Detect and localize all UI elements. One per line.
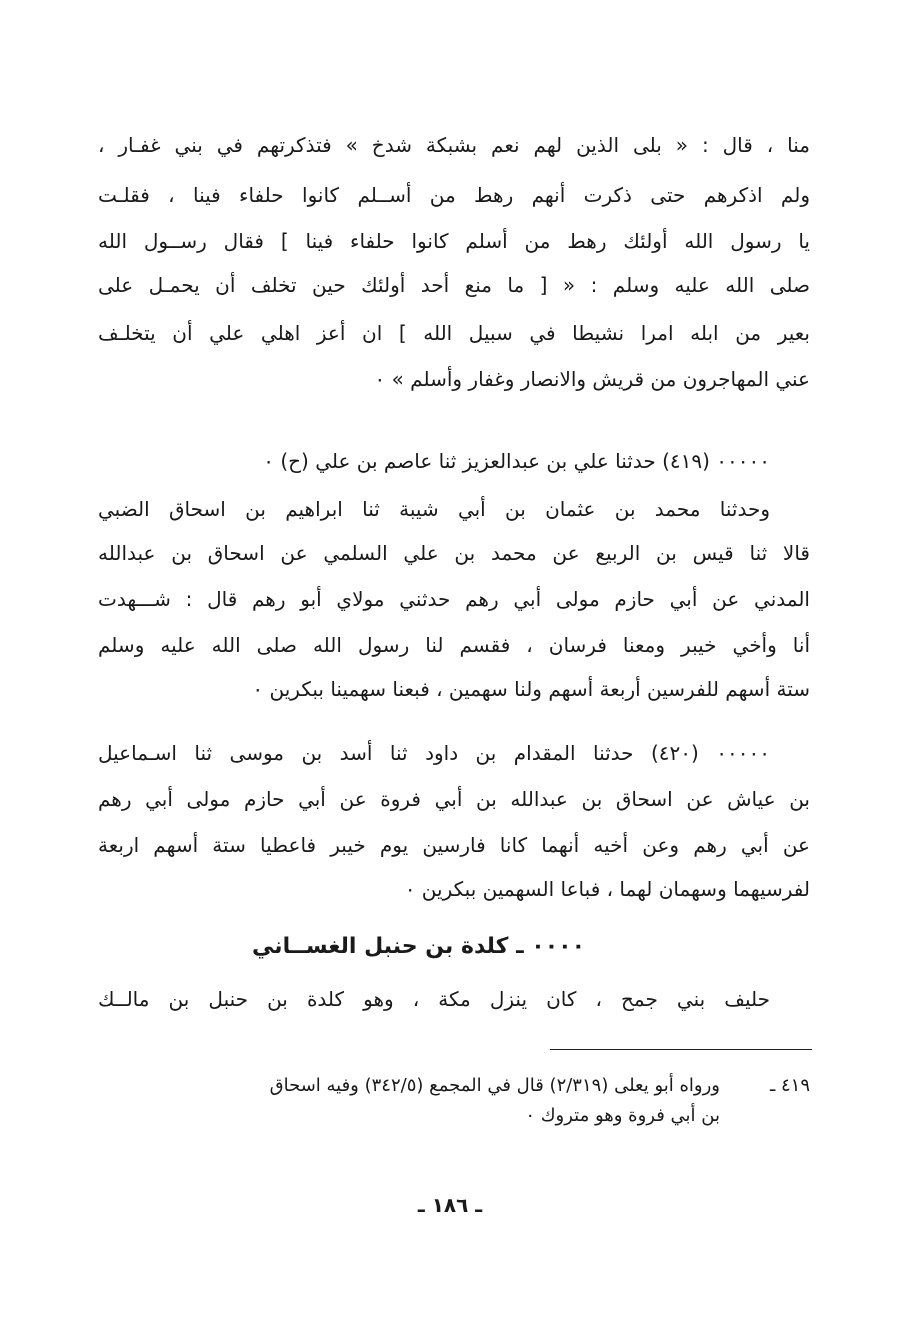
- page-number: ـ ١٨٦ ـ: [417, 1193, 483, 1217]
- body-line-2: ولم اذكرهم حتى ذكرت أنهم رهط من أســلم كانوا حلفاء فينا ، فقلـت: [98, 183, 810, 207]
- footnote-number: ٤١٩ ـ: [769, 1075, 810, 1096]
- hadith-420-line-3: عن أبي رهم وعن أخيه أنهما كانا فارسين يوم خيبر فاعطيا ستة أسهم اربعة: [98, 833, 810, 857]
- footnote-text-1: ورواه أبو يعلى (٢/٣١٩) قال في المجمع (٣٤٢/٥) وفيه اسحاق: [269, 1075, 720, 1096]
- footnote-line-2: [525, 1102, 720, 1130]
- hadith-420-line-1: ٠٠٠٠٠ (٤٢٠) حدثنا المقدام بن داود ثنا أسد بن موسى ثنا اسـماعيل: [98, 741, 770, 765]
- body-line-1: منا ، قال : « بلى الذين لهم نعم بشبكة شدخ » فتذكرتهم في بني غفـار ،: [98, 133, 810, 157]
- footnote-line-1: [270, 1072, 810, 1100]
- hadith-419-line-6: ستة أسهم للفرسين أربعة أسهم ولنا سهمين ، فبعنا سهمينا ببكرين ٠: [252, 677, 810, 701]
- hadith-419-line-2: وحدثنا محمد بن عثمان بن أبي شيبة ثنا ابراهيم بن اسحاق الضبي: [98, 497, 770, 521]
- hadith-419-line-4: المدني عن أبي حازم مولى أبي رهم حدثني مولاي أبو رهم قال : شـــهدت: [98, 587, 810, 611]
- section-heading: ٠٠٠٠ ـ كلدة بن حنبل الغســاني: [252, 934, 585, 959]
- body-line-6: عني المهاجرون من قريش والانصار وغفار وأسلم » ٠: [374, 367, 810, 391]
- body-line-4: صلى الله عليه وسلم : « [ ما منع أحد أولئك حين تخلف أن يحمـل على: [98, 273, 810, 297]
- hadith-419-line-1: ٠٠٠٠٠ (٤١٩) حدثنا علي بن عبدالعزيز ثنا عاصم بن علي (ح) ٠: [263, 449, 770, 473]
- hadith-419-line-3: قالا ثنا قيس بن الربيع عن محمد بن علي السلمي عن اسحاق بن عبدالله: [98, 541, 810, 565]
- footnote-divider: [550, 1049, 812, 1050]
- footnote-text-2: بن أبي فروة وهو متروك ٠: [525, 1105, 720, 1126]
- hadith-420-line-2: بن عياش عن اسحاق بن عبدالله بن أبي فروة عن أبي حازم مولى أبي رهم: [98, 787, 810, 811]
- hadith-419-line-5: أنا وأخي خيبر ومعنا فرسان ، فقسم لنا رسول الله صلى الله عليه وسلم: [98, 633, 810, 657]
- hadith-420-line-4: لفرسيهما وسهمان لهما ، فباعا السهمين ببكرين ٠: [404, 877, 810, 901]
- body-line-5: بعير من ابله امرا نشيطا في سبيل الله ] ان أعز اهلي علي أن يتخلـف: [98, 321, 810, 345]
- section-body-line: حليف بني جمح ، كان ينزل مكة ، وهو كلدة بن حنبل بن مالــك: [98, 987, 770, 1011]
- body-line-3: يا رسول الله أولئك رهط من أسلم كانوا حلفاء فينا ] فقال رســول الله: [98, 229, 810, 253]
